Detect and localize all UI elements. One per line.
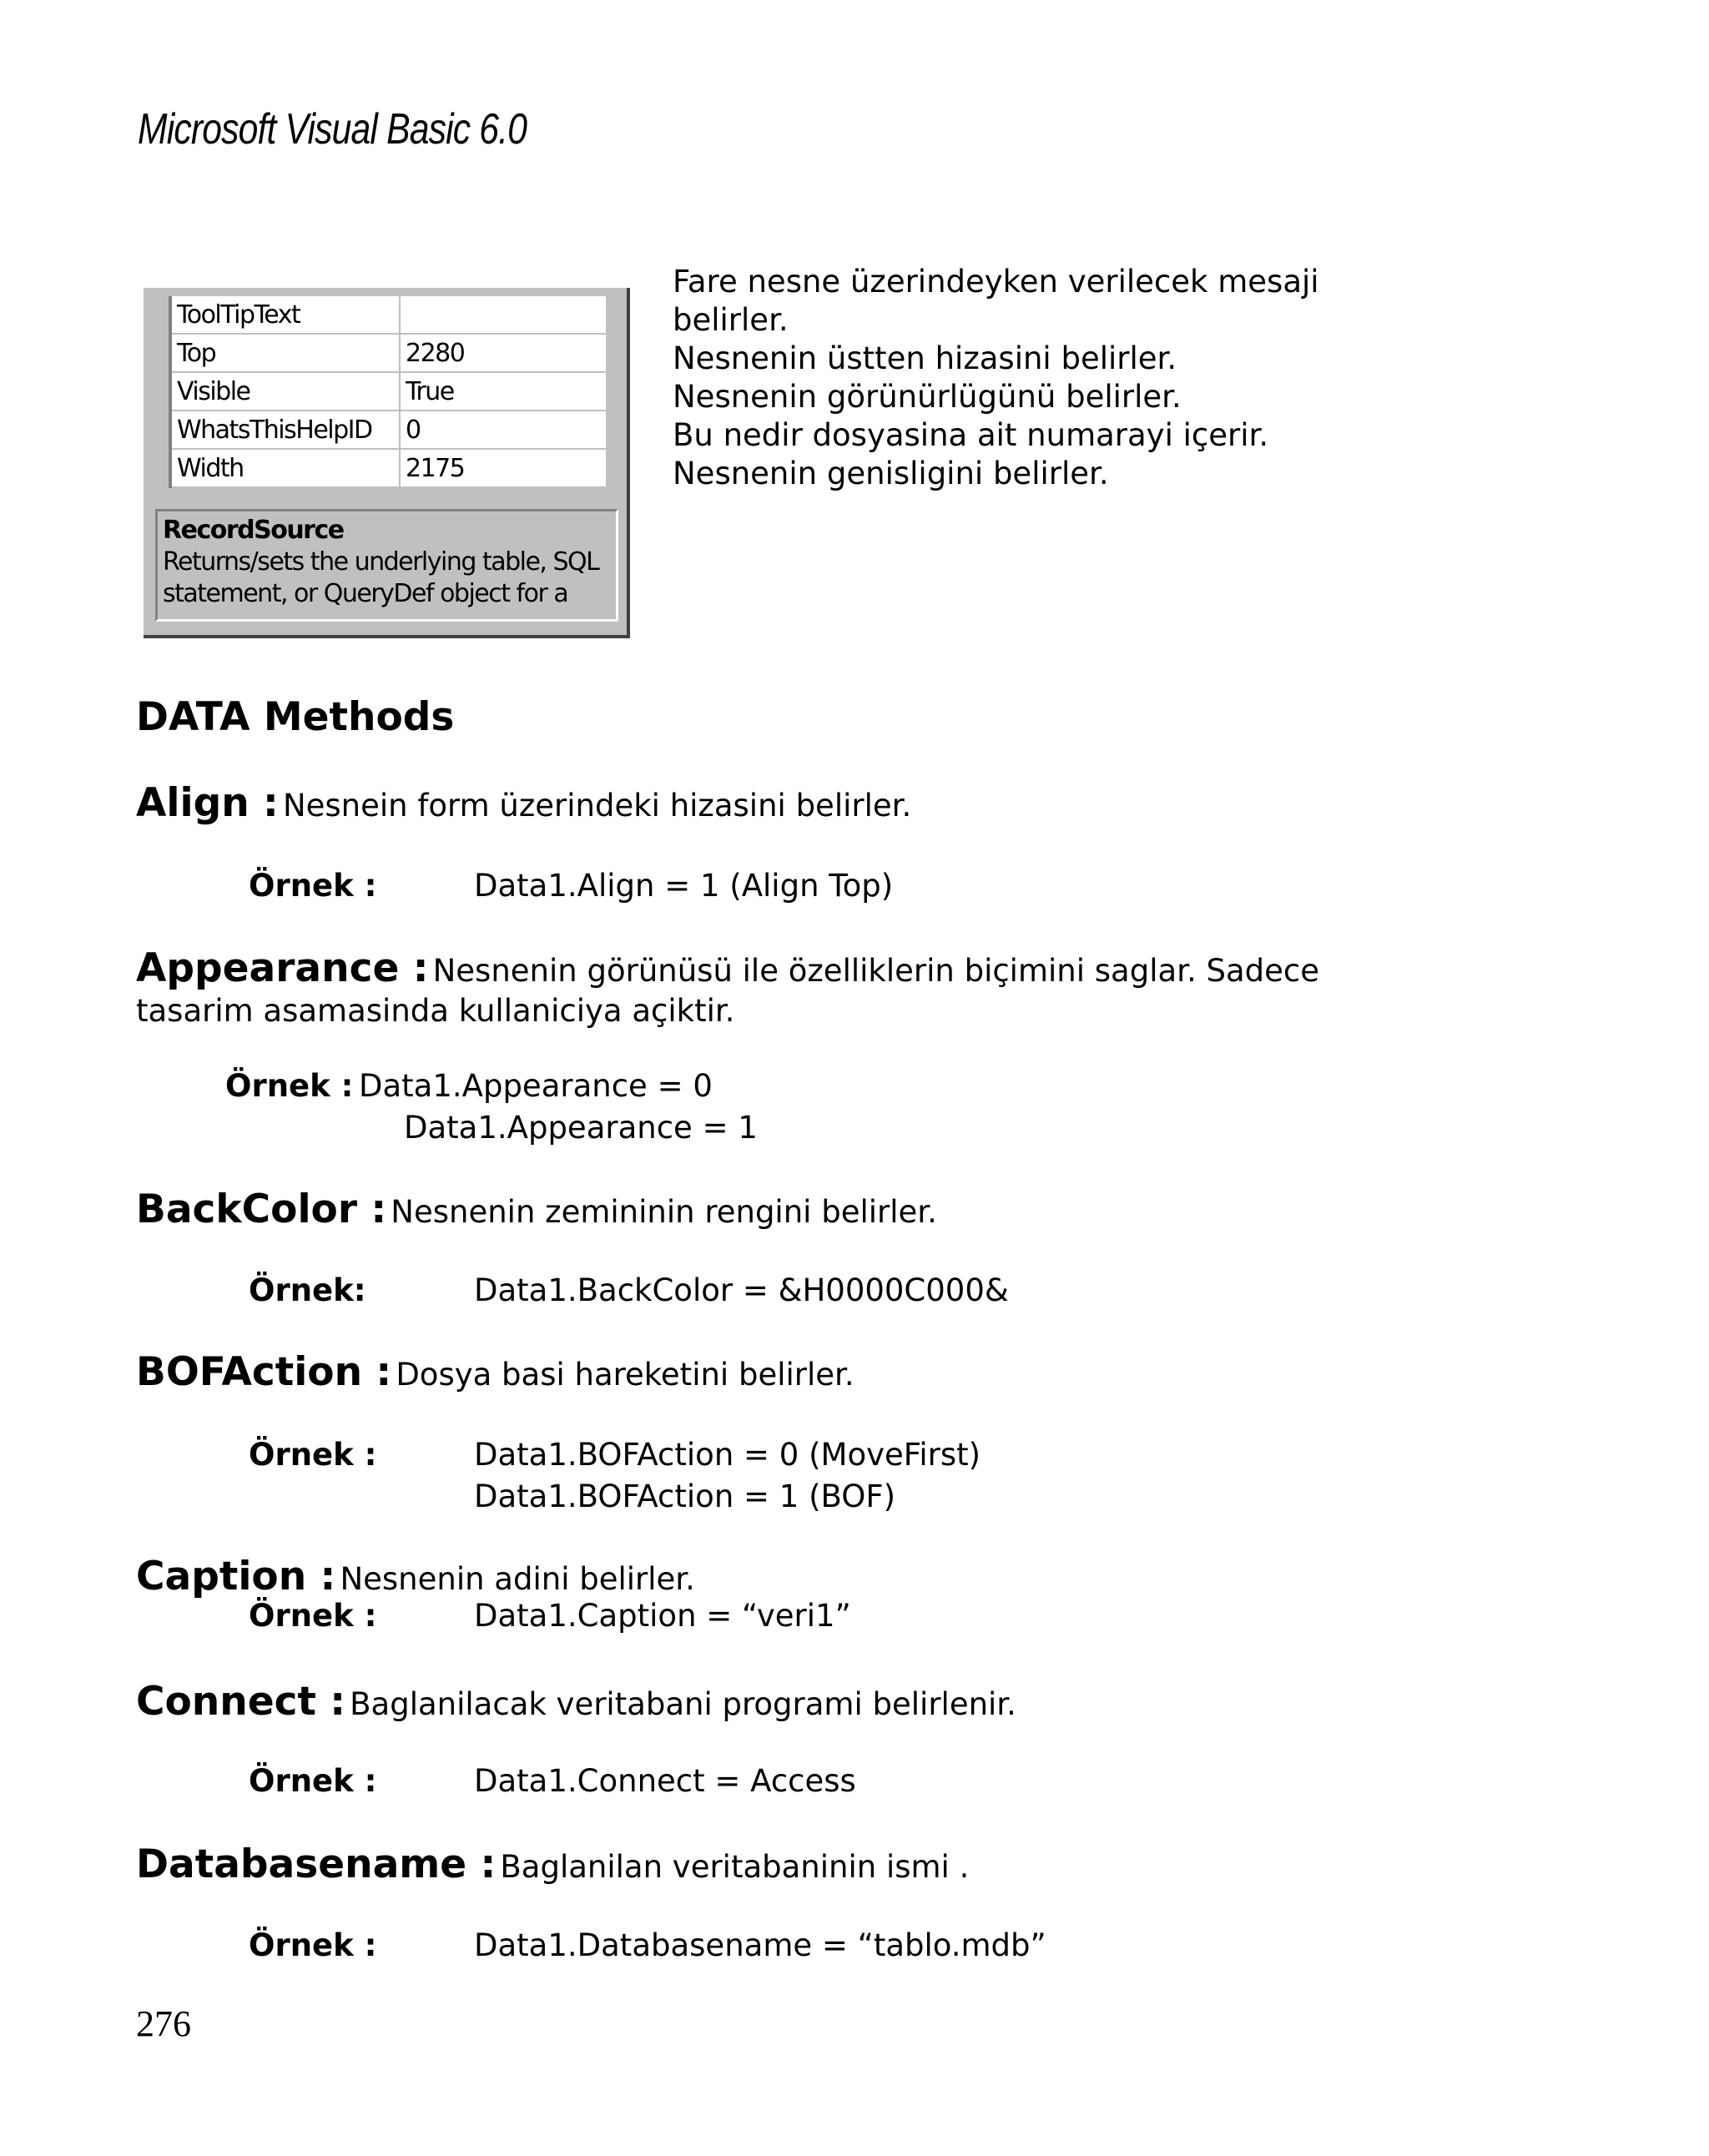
property-row	[170, 296, 607, 334]
property-name: ToolTipText	[170, 296, 400, 334]
entry-appearance	[136, 945, 1319, 991]
properties-grid	[169, 296, 607, 488]
example-label: Örnek :	[225, 1068, 354, 1104]
entry-description: Nesnenin zemininin rengini belirler.	[391, 1194, 937, 1230]
entry-description: Dosya basi hareketini belirler.	[396, 1357, 854, 1393]
example-code: Data1.Caption = “veri1”	[474, 1598, 851, 1634]
entry-description: Baglanilan veritabaninin ismi .	[500, 1849, 970, 1885]
example-code: Data1.Connect = Access	[474, 1763, 856, 1799]
property-value: 2175	[400, 449, 607, 487]
example-code: Data1.BOFAction = 1 (BOF)	[474, 1478, 896, 1514]
property-name: Visible	[170, 372, 400, 411]
entry-description: Nesnein form üzerindeki hizasini belirler.	[282, 788, 912, 824]
property-value: True	[400, 372, 607, 411]
property-explanations	[673, 263, 1319, 493]
explanation-line: Nesnenin genisligini belirler.	[673, 456, 1109, 491]
entry-term: Connect :	[136, 1679, 346, 1725]
property-row	[170, 411, 607, 449]
property-value: 0	[400, 411, 607, 449]
property-row	[170, 372, 607, 411]
property-name: WhatsThisHelpID	[170, 411, 400, 449]
explanation-line: Bu nedir dosyasina ait numarayi içerir.	[673, 417, 1269, 453]
entry-description: Baglanilacak veritabani programi belirlenir.	[350, 1686, 1016, 1722]
entry-description-continued: tasarim asamasinda kullaniciya açiktir.	[136, 993, 735, 1029]
entry-connect	[136, 1679, 1016, 1725]
entry-backcolor	[136, 1186, 937, 1232]
explanation-line: Nesnenin görünürlügünü belirler.	[673, 379, 1182, 415]
entry-term: BackColor :	[136, 1186, 387, 1232]
section-title: DATA Methods	[136, 694, 455, 740]
property-value	[400, 296, 607, 334]
example-label: Örnek :	[249, 1927, 377, 1963]
entry-term: Appearance :	[136, 945, 429, 991]
entry-description: Nesnenin adini belirler.	[340, 1561, 695, 1597]
example-code: Data1.Databasename = “tablo.mdb”	[474, 1927, 1046, 1963]
example-label: Örnek:	[249, 1272, 366, 1308]
property-name: Width	[170, 449, 400, 487]
property-description-title: RecordSource	[163, 516, 344, 545]
entry-term: Caption :	[136, 1554, 336, 1599]
property-row	[170, 449, 607, 487]
running-header: Microsoft Visual Basic 6.0	[138, 105, 527, 154]
entry-term: Databasename :	[136, 1841, 497, 1887]
property-description-line: Returns/sets the underlying table, SQL	[163, 547, 599, 577]
explanation-line: belirler.	[673, 302, 789, 338]
entry-caption	[136, 1554, 695, 1599]
entry-align	[136, 780, 911, 826]
entry-term: Align :	[136, 780, 279, 826]
example-code: Data1.BOFAction = 0 (MoveFirst)	[474, 1437, 981, 1473]
property-description-pane	[155, 509, 618, 622]
page-number: 276	[136, 2003, 191, 2044]
property-value: 2280	[400, 334, 607, 372]
example-code: Data1.Appearance = 1	[404, 1110, 758, 1146]
entry-term: BOFAction :	[136, 1349, 392, 1395]
example-label: Örnek :	[249, 1437, 377, 1473]
entry-databasename	[136, 1841, 969, 1887]
example-label: Örnek :	[249, 1598, 377, 1634]
example-code: Data1.BackColor = &H0000C000&	[474, 1272, 1009, 1308]
explanation-line: Nesnenin üstten hizasini belirler.	[673, 340, 1177, 376]
property-description-line: statement, or QueryDef object for a	[163, 579, 568, 608]
example-code: Data1.Appearance = 0	[359, 1068, 713, 1104]
property-name: Top	[170, 334, 400, 372]
property-row	[170, 334, 607, 372]
example-label: Örnek :	[249, 1763, 377, 1799]
example-label: Örnek :	[249, 868, 377, 904]
entry-description: Nesnenin görünüsü ile özelliklerin biçimini saglar. Sadece	[432, 953, 1320, 989]
explanation-line: Fare nesne üzerindeyken verilecek mesaji	[673, 264, 1319, 300]
entry-bofaction	[136, 1349, 854, 1395]
properties-window-screenshot	[144, 288, 630, 638]
example-code: Data1.Align = 1 (Align Top)	[474, 868, 894, 904]
